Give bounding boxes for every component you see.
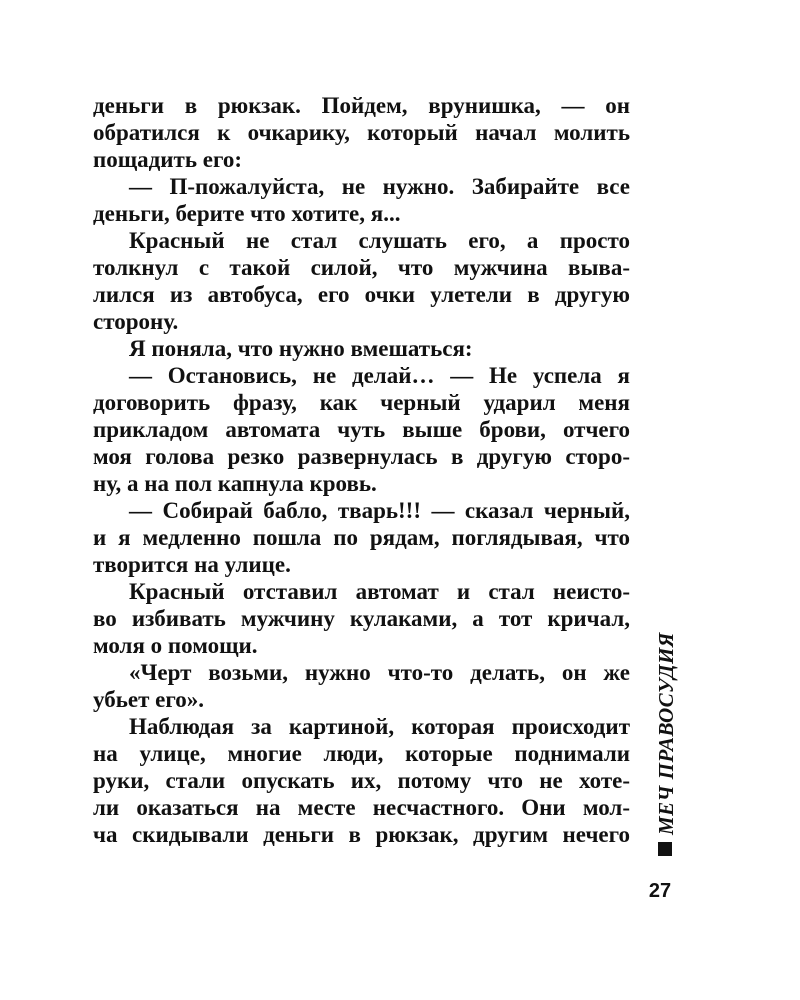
text-line: ли оказаться на месте несчастного. Они мол-	[93, 795, 630, 820]
text-line: Красный не стал слушать его, а просто	[129, 228, 630, 253]
page-number: 27	[648, 880, 672, 902]
text-line: руки, стали опускать их, потому что не хоте-	[93, 768, 630, 793]
text-line: творится на улице.	[93, 552, 291, 577]
text-line: — Собирай бабло, тварь!!! — сказал черный,	[129, 498, 630, 523]
text-line: деньги в рюкзак. Пойдем, врунишка, — он	[93, 93, 630, 118]
text-line: ча скидывали деньги в рюкзак, другим нечего	[93, 822, 630, 847]
running-title	[651, 632, 681, 835]
text-line: и я медленно пошла по рядам, поглядывая, что	[93, 525, 630, 550]
text-line: Красный отставил автомат и стал неисто-	[129, 579, 630, 604]
text-line: моля о помощи.	[93, 633, 258, 658]
text-line: Наблюдая за картиной, которая происходит	[129, 714, 630, 739]
text-line: ну, а на пол капнула кровь.	[93, 471, 377, 496]
text-line: пощадить его:	[93, 147, 243, 172]
text-line: сторону.	[93, 309, 179, 334]
text-line: — Остановись, не делай… — Не успела я	[129, 363, 630, 388]
text-line: «Черт возьми, нужно что-то делать, он же	[129, 660, 630, 685]
text-line: деньги, берите что хотите, я...	[93, 201, 401, 226]
text-line: толкнул с такой силой, что мужчина выва-	[93, 255, 630, 280]
text-line: лился из автобуса, его очки улетели в другую	[93, 282, 630, 307]
text-line: на улице, многие люди, которые поднимали	[93, 741, 630, 766]
text-line: моя голова резко развернулась в другую сторо-	[93, 444, 630, 469]
text-line: обратился к очкарику, который начал молить	[93, 120, 630, 145]
text-line: — П-пожалуйста, не нужно. Забирайте все	[129, 174, 630, 199]
running-title-text: МЕЧ ПРАВОСУДИЯ	[654, 632, 678, 835]
body-text	[93, 92, 630, 848]
text-line: Я поняла, что нужно вмешаться:	[129, 336, 473, 361]
text-line: во избивать мужчину кулаками, а тот кричал,	[93, 606, 630, 631]
section-marker	[658, 842, 672, 856]
text-line: договорить фразу, как черный ударил меня	[93, 390, 630, 415]
text-line: убьет его».	[93, 687, 204, 712]
text-line: прикладом автомата чуть выше брови, отчего	[93, 417, 630, 442]
